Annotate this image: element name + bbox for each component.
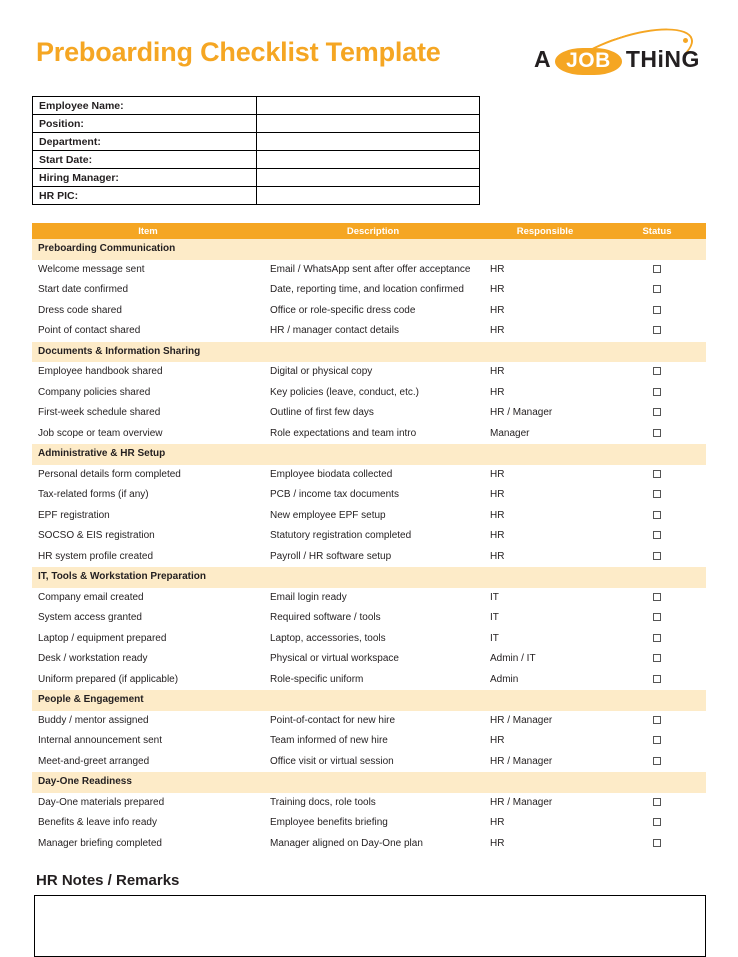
- checklist-item-responsible: HR / Manager: [482, 793, 608, 814]
- section-title: Documents & Information Sharing: [32, 342, 706, 363]
- checklist-item-responsible: HR: [482, 813, 608, 834]
- table-row: [32, 670, 706, 691]
- info-row: [33, 187, 480, 205]
- checklist-item-responsible: HR: [482, 465, 608, 486]
- status-checkbox[interactable]: [653, 654, 661, 662]
- checklist-item-status-cell: [608, 834, 706, 855]
- checklist-item-label: Meet-and-greet arranged: [32, 752, 264, 773]
- status-checkbox[interactable]: [653, 408, 661, 416]
- checklist-item-description: Physical or virtual workspace: [264, 649, 482, 670]
- info-value-field[interactable]: [256, 151, 479, 169]
- table-row: [32, 506, 706, 527]
- checklist-item-label: SOCSO & EIS registration: [32, 526, 264, 547]
- checklist-item-description: New employee EPF setup: [264, 506, 482, 527]
- status-checkbox[interactable]: [653, 265, 661, 273]
- info-label: Start Date:: [33, 151, 257, 169]
- table-row: [32, 813, 706, 834]
- checklist-section-header: [32, 342, 706, 363]
- checklist-item-responsible: HR: [482, 834, 608, 855]
- checklist-item-description: Email login ready: [264, 588, 482, 609]
- checklist-item-description: Outline of first few days: [264, 403, 482, 424]
- checklist-item-status-cell: [608, 260, 706, 281]
- checklist-item-responsible: IT: [482, 629, 608, 650]
- checklist-item-status-cell: [608, 608, 706, 629]
- table-row: [32, 588, 706, 609]
- notes-heading: HR Notes / Remarks: [36, 872, 180, 889]
- checklist-item-status-cell: [608, 321, 706, 342]
- checklist-item-responsible: HR / Manager: [482, 752, 608, 773]
- checklist-item-description: PCB / income tax documents: [264, 485, 482, 506]
- logo-text-part2: JOB: [555, 48, 622, 75]
- table-row: [32, 424, 706, 445]
- checklist-item-status-cell: [608, 362, 706, 383]
- checklist-item-label: Benefits & leave info ready: [32, 813, 264, 834]
- checklist-item-status-cell: [608, 813, 706, 834]
- checklist-item-label: Laptop / equipment prepared: [32, 629, 264, 650]
- status-checkbox[interactable]: [653, 470, 661, 478]
- status-checkbox[interactable]: [653, 531, 661, 539]
- checklist-item-description: Date, reporting time, and location confirmed: [264, 280, 482, 301]
- checklist-item-label: Manager briefing completed: [32, 834, 264, 855]
- checklist-item-description: Manager aligned on Day-One plan: [264, 834, 482, 855]
- checklist-item-responsible: Manager: [482, 424, 608, 445]
- status-checkbox[interactable]: [653, 675, 661, 683]
- checklist-item-label: Point of contact shared: [32, 321, 264, 342]
- checklist-item-responsible: IT: [482, 608, 608, 629]
- checklist-section-header: [32, 772, 706, 793]
- checklist-item-description: Email / WhatsApp sent after offer acceptance: [264, 260, 482, 281]
- checklist-item-description: Laptop, accessories, tools: [264, 629, 482, 650]
- table-row: [32, 403, 706, 424]
- checklist-item-status-cell: [608, 629, 706, 650]
- info-label: Position:: [33, 115, 257, 133]
- table-row: [32, 793, 706, 814]
- preboarding-checklist-table: [32, 223, 706, 854]
- checklist-item-status-cell: [608, 711, 706, 732]
- checklist-item-description: Team informed of new hire: [264, 731, 482, 752]
- status-checkbox[interactable]: [653, 490, 661, 498]
- checklist-item-label: Welcome message sent: [32, 260, 264, 281]
- status-checkbox[interactable]: [653, 511, 661, 519]
- table-row: [32, 465, 706, 486]
- status-checkbox[interactable]: [653, 326, 661, 334]
- checklist-item-label: Buddy / mentor assigned: [32, 711, 264, 732]
- checklist-item-status-cell: [608, 793, 706, 814]
- column-header-responsible: Responsible: [482, 223, 608, 239]
- checklist-item-responsible: HR: [482, 260, 608, 281]
- table-row: [32, 629, 706, 650]
- table-row: [32, 731, 706, 752]
- checklist-item-responsible: HR: [482, 301, 608, 322]
- checklist-item-label: Day-One materials prepared: [32, 793, 264, 814]
- checklist-item-status-cell: [608, 506, 706, 527]
- checklist-item-status-cell: [608, 465, 706, 486]
- checklist-item-label: Company policies shared: [32, 383, 264, 404]
- checklist-item-responsible: HR: [482, 362, 608, 383]
- info-value-field[interactable]: [256, 187, 479, 205]
- column-header-item: Item: [32, 223, 264, 239]
- checklist-item-responsible: HR: [482, 383, 608, 404]
- checklist-item-description: Role-specific uniform: [264, 670, 482, 691]
- checklist-item-responsible: HR: [482, 485, 608, 506]
- checklist-item-status-cell: [608, 670, 706, 691]
- table-row: [32, 526, 706, 547]
- checklist-item-responsible: HR: [482, 280, 608, 301]
- checklist-item-status-cell: [608, 383, 706, 404]
- info-row: [33, 133, 480, 151]
- status-checkbox[interactable]: [653, 552, 661, 560]
- status-checkbox[interactable]: [653, 634, 661, 642]
- info-row: [33, 151, 480, 169]
- status-checkbox[interactable]: [653, 716, 661, 724]
- table-row: [32, 260, 706, 281]
- checklist-item-responsible: HR: [482, 547, 608, 568]
- checklist-item-responsible: HR: [482, 321, 608, 342]
- checklist-item-label: Job scope or team overview: [32, 424, 264, 445]
- checklist-item-status-cell: [608, 485, 706, 506]
- table-row: [32, 485, 706, 506]
- checklist-header-row: [32, 223, 706, 239]
- checklist-item-label: Tax-related forms (if any): [32, 485, 264, 506]
- checklist-item-label: Company email created: [32, 588, 264, 609]
- checklist-section-header: [32, 690, 706, 711]
- info-value-field[interactable]: [256, 169, 479, 187]
- info-value-field[interactable]: [256, 97, 479, 115]
- employee-info-table: [32, 96, 480, 205]
- checklist-item-label: Uniform prepared (if applicable): [32, 670, 264, 691]
- status-checkbox[interactable]: [653, 613, 661, 621]
- table-row: [32, 321, 706, 342]
- checklist-item-status-cell: [608, 588, 706, 609]
- status-checkbox[interactable]: [653, 736, 661, 744]
- checklist-item-responsible: HR: [482, 506, 608, 527]
- document-header: [32, 26, 706, 88]
- checklist-item-label: EPF registration: [32, 506, 264, 527]
- checklist-item-description: Office or role-specific dress code: [264, 301, 482, 322]
- table-row: [32, 711, 706, 732]
- table-row: [32, 547, 706, 568]
- section-title: People & Engagement: [32, 690, 706, 711]
- status-checkbox[interactable]: [653, 285, 661, 293]
- checklist-item-label: Internal announcement sent: [32, 731, 264, 752]
- table-row: [32, 280, 706, 301]
- checklist-item-status-cell: [608, 752, 706, 773]
- company-logo: [534, 34, 706, 88]
- table-row: [32, 649, 706, 670]
- checklist-item-status-cell: [608, 731, 706, 752]
- checklist-item-description: Office visit or virtual session: [264, 752, 482, 773]
- column-header-status: Status: [608, 223, 706, 239]
- checklist-item-description: Digital or physical copy: [264, 362, 482, 383]
- checklist-item-description: Employee biodata collected: [264, 465, 482, 486]
- status-checkbox[interactable]: [653, 388, 661, 396]
- table-row: [32, 752, 706, 773]
- checklist-item-responsible: HR / Manager: [482, 711, 608, 732]
- checklist-item-label: First-week schedule shared: [32, 403, 264, 424]
- status-checkbox[interactable]: [653, 429, 661, 437]
- info-label: Department:: [33, 133, 257, 151]
- checklist-item-status-cell: [608, 403, 706, 424]
- logo-text: [534, 46, 706, 75]
- checklist-item-description: HR / manager contact details: [264, 321, 482, 342]
- checklist-item-responsible: Admin: [482, 670, 608, 691]
- logo-dot-decoration: [683, 38, 688, 43]
- status-checkbox[interactable]: [653, 839, 661, 847]
- checklist-item-status-cell: [608, 280, 706, 301]
- table-row: [32, 383, 706, 404]
- checklist-item-description: Point-of-contact for new hire: [264, 711, 482, 732]
- checklist-item-status-cell: [608, 649, 706, 670]
- checklist-item-label: Dress code shared: [32, 301, 264, 322]
- checklist-item-status-cell: [608, 547, 706, 568]
- checklist-item-responsible: IT: [482, 588, 608, 609]
- checklist-item-status-cell: [608, 526, 706, 547]
- status-checkbox[interactable]: [653, 798, 661, 806]
- checklist-item-description: Payroll / HR software setup: [264, 547, 482, 568]
- checklist-section-header: [32, 444, 706, 465]
- checklist-item-responsible: HR: [482, 731, 608, 752]
- info-value-field[interactable]: [256, 133, 479, 151]
- checklist-item-responsible: HR / Manager: [482, 403, 608, 424]
- info-label: HR PIC:: [33, 187, 257, 205]
- info-row: [33, 115, 480, 133]
- info-value-field[interactable]: [256, 115, 479, 133]
- checklist-item-description: Employee benefits briefing: [264, 813, 482, 834]
- checklist-item-description: Role expectations and team intro: [264, 424, 482, 445]
- checklist-item-label: HR system profile created: [32, 547, 264, 568]
- logo-text-part3: THiNG: [625, 46, 700, 72]
- checklist-item-label: Personal details form completed: [32, 465, 264, 486]
- checklist-item-label: System access granted: [32, 608, 264, 629]
- logo-text-part1: A: [534, 46, 552, 72]
- table-row: [32, 834, 706, 855]
- checklist-item-description: Training docs, role tools: [264, 793, 482, 814]
- status-checkbox[interactable]: [653, 818, 661, 826]
- info-row: [33, 97, 480, 115]
- checklist-item-status-cell: [608, 301, 706, 322]
- checklist-item-label: Employee handbook shared: [32, 362, 264, 383]
- section-title: Preboarding Communication: [32, 239, 706, 260]
- checklist-section-header: [32, 239, 706, 260]
- checklist-item-description: Statutory registration completed: [264, 526, 482, 547]
- section-title: Administrative & HR Setup: [32, 444, 706, 465]
- info-label: Employee Name:: [33, 97, 257, 115]
- status-checkbox[interactable]: [653, 306, 661, 314]
- section-title: Day-One Readiness: [32, 772, 706, 793]
- status-checkbox[interactable]: [653, 593, 661, 601]
- checklist-item-description: Required software / tools: [264, 608, 482, 629]
- checklist-item-status-cell: [608, 424, 706, 445]
- table-row: [32, 608, 706, 629]
- section-title: IT, Tools & Workstation Preparation: [32, 567, 706, 588]
- checklist-item-label: Start date confirmed: [32, 280, 264, 301]
- table-row: [32, 362, 706, 383]
- notes-input-area[interactable]: [34, 895, 706, 957]
- checklist-item-label: Desk / workstation ready: [32, 649, 264, 670]
- column-header-description: Description: [264, 223, 482, 239]
- table-row: [32, 301, 706, 322]
- page-title: Preboarding Checklist Template: [36, 37, 441, 67]
- status-checkbox[interactable]: [653, 757, 661, 765]
- checklist-item-description: Key policies (leave, conduct, etc.): [264, 383, 482, 404]
- info-label: Hiring Manager:: [33, 169, 257, 187]
- checklist-item-responsible: Admin / IT: [482, 649, 608, 670]
- status-checkbox[interactable]: [653, 367, 661, 375]
- info-row: [33, 169, 480, 187]
- checklist-section-header: [32, 567, 706, 588]
- checklist-item-responsible: HR: [482, 526, 608, 547]
